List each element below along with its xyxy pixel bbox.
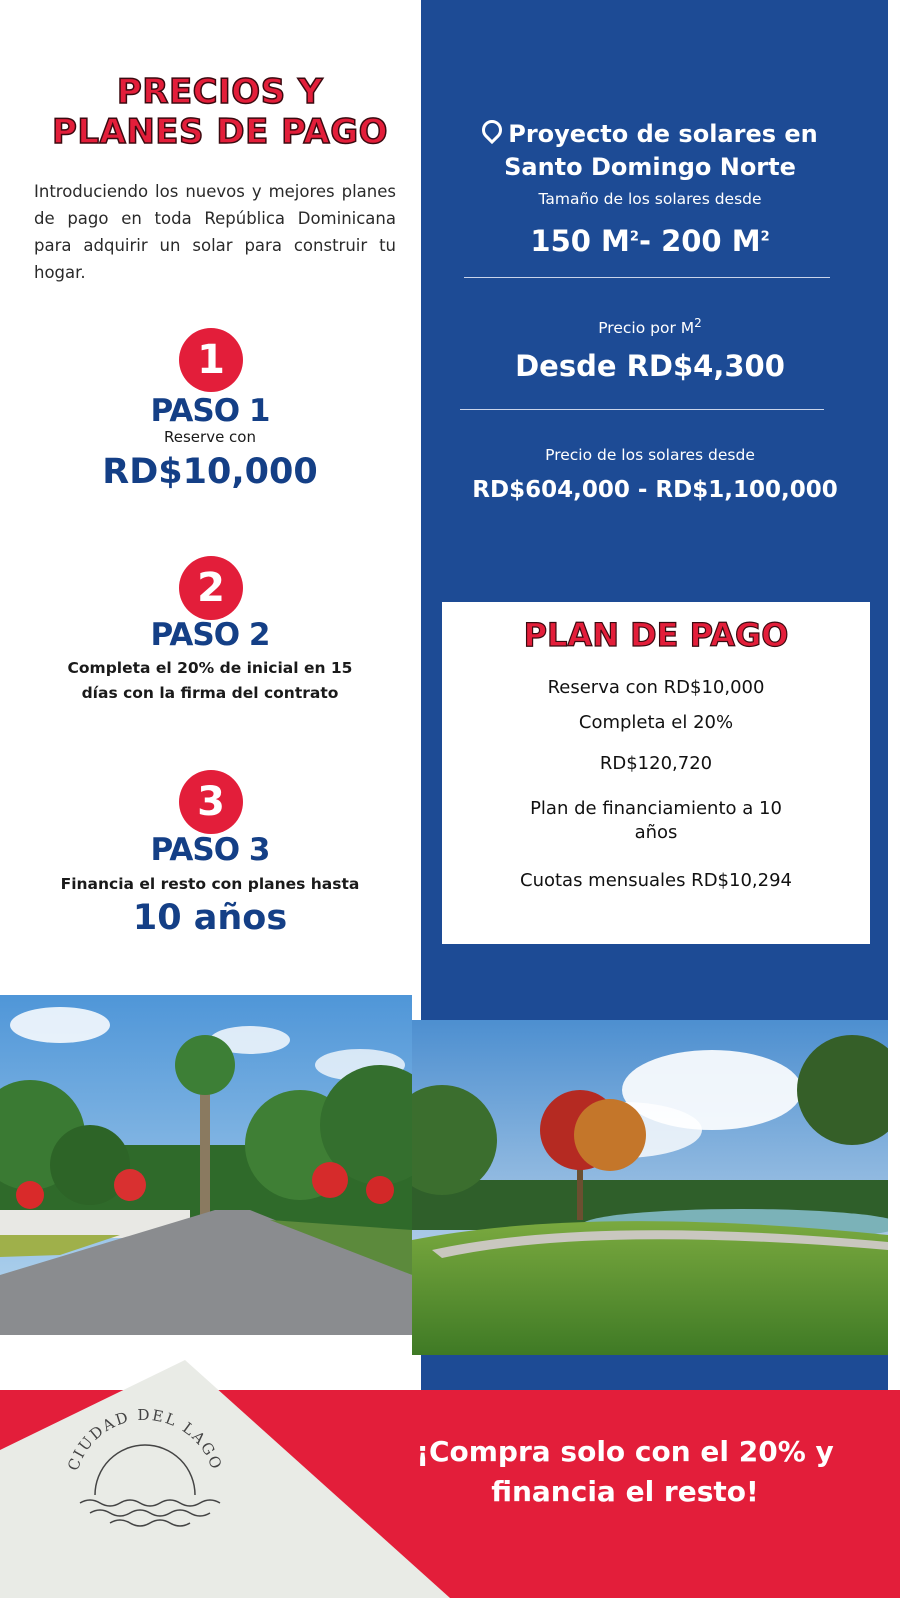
step-3-title: PASO 3 <box>150 832 270 868</box>
step-2-title: PASO 2 <box>150 617 270 653</box>
step-3-text: Financia el resto con planes hasta <box>60 875 360 893</box>
lot-size-sup-1: 2 <box>629 229 639 245</box>
project-title-line-2: Santo Domingo Norte <box>504 153 796 181</box>
step-2-text-line-1: Completa el 20% de inicial en 15 <box>67 659 353 677</box>
price-per-m2-label-text: Precio por M <box>598 319 695 338</box>
plan-line-reserve: Reserva con RD$10,000 <box>547 677 765 698</box>
plan-line-financing <box>462 797 850 845</box>
price-per-m2-value: Desde RD$4,300 <box>515 349 785 383</box>
plan-line-monthly: Cuotas mensuales RD$10,294 <box>520 870 792 891</box>
step-2-text <box>10 656 410 706</box>
location-pin-icon <box>478 116 506 144</box>
divider <box>460 409 824 410</box>
lot-size-sup-2: 2 <box>760 229 770 245</box>
step-2-text-line-2: días con la firma del contrato <box>81 684 339 702</box>
logo-text: CIUDAD DEL LAGO <box>64 1405 226 1474</box>
title-line-1: PRECIOS Y <box>116 72 324 112</box>
lot-price-value: RD$604,000 - RD$1,100,000 <box>472 477 838 503</box>
lot-size-max: - 200 M <box>638 224 761 258</box>
divider <box>464 277 830 278</box>
landscape-photo-lake <box>412 1020 888 1355</box>
project-title-line-1: Proyecto de solares en <box>508 120 818 148</box>
cta-line-1: ¡Compra solo con el 20% y <box>416 1435 834 1468</box>
lot-size-min: 150 M <box>530 224 630 258</box>
intro-paragraph: Introduciendo los nuevos y mejores planes de pago en toda República Dominicana para adquirir un solar para construir tu hogar. <box>34 182 396 282</box>
step-3-number-badge: 3 <box>179 770 243 834</box>
step-1-number-badge: 1 <box>179 328 243 392</box>
project-title <box>440 118 860 184</box>
plan-line-down-payment: RD$120,720 <box>599 753 713 774</box>
plan-line-complete: Completa el 20% <box>578 712 734 733</box>
step-3-duration: 10 años <box>132 898 288 938</box>
plan-line-financing-1: Plan de financiamiento a 10 <box>530 798 782 819</box>
lot-size-value <box>440 224 860 258</box>
lot-price-label: Precio de los solares desde <box>545 446 755 464</box>
lot-size-label: Tamaño de los solares desde <box>538 190 762 208</box>
cta-message <box>360 1432 890 1512</box>
price-per-m2-label <box>440 316 860 337</box>
step-1-amount: RD$10,000 <box>102 452 318 492</box>
cta-line-2: financia el resto! <box>491 1475 759 1508</box>
step-1-text: Reserve con <box>164 428 256 446</box>
landscape-photo-road <box>0 995 412 1335</box>
step-1-title: PASO 1 <box>150 393 270 429</box>
payment-plan-title: PLAN DE PAGO <box>523 616 789 654</box>
price-per-m2-sup: 2 <box>694 316 702 330</box>
plan-line-financing-2: años <box>634 822 678 843</box>
title-line-2: PLANES DE PAGO <box>51 112 389 152</box>
svg-text:CIUDAD DEL LAGO <box>64 1406 226 1473</box>
ciudad-del-lago-logo <box>55 1395 235 1545</box>
page-title <box>20 72 420 152</box>
step-2-number-badge: 2 <box>179 556 243 620</box>
